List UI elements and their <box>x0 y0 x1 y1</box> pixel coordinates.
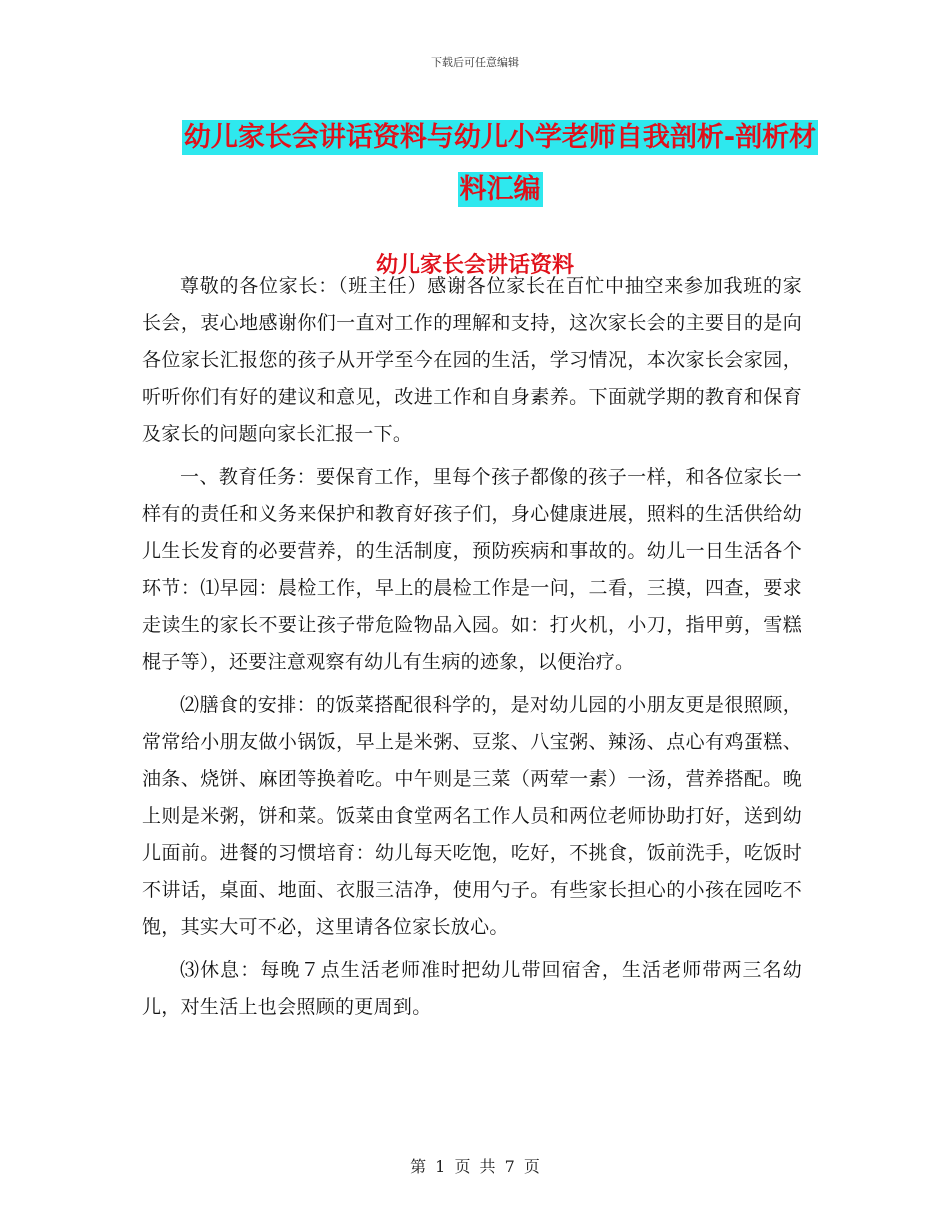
body-text <box>142 268 802 1032</box>
header-note: 下载后可任意编辑 <box>431 56 519 69</box>
section-title: 幼儿家长会讲话资料 <box>375 253 574 278</box>
document-title: 幼儿家长会讲话资料与幼儿小学老师自我剖析-剖析材料汇编 <box>183 122 817 205</box>
paragraph: ⑶休息：每晚７点生活老师准时把幼儿带回宿舍，生活老师带两三名幼儿，对生活上也会照顾的更周到。 <box>142 959 802 1018</box>
title-block <box>180 112 820 216</box>
paragraph: 一、教育任务：要保育工作，里每个孩子都像的孩子一样，和各位家长一样有的责任和义务来保护和教育好孩子们，身心健康进展，照料的生活供给幼儿生长发育的必要营养，的生活制度，预防疾病和事故的。幼儿一日生活各个环节：⑴早园：晨检工作，早上的晨检工作是一问，二看，三摸，四查，要求走读生的家长不要让孩子带危险物品入园。如：打火机，小刀，指甲剪，雪糕棍子等），还要注意观察有幼儿有生病的迹象，以便治疗。 <box>142 466 802 673</box>
paragraph: ⑵膳食的安排：的饭菜搭配很科学的，是对幼儿园的小朋友更是很照顾，常常给小朋友做小锅饭，早上是米粥、豆浆、八宝粥、辣汤、点心有鸡蛋糕、油条、烧饼、麻团等换着吃。中午则是三菜（两荤一素）一汤，营养搭配。晚上则是米粥，饼和菜。饭菜由食堂两名工作人员和两位老师协助打好，送到幼儿面前。进餐的习惯培育：幼儿每天吃饱，吃好，不挑食，饭前洗手，吃饭时不讲话，桌面、地面、衣服三洁净，使用勺子。有些家长担心的小孩在园吃不饱，其实大可不必，这里请各位家长放心。 <box>142 694 802 938</box>
page-footer: 第 1 页 共 7 页 <box>410 1157 540 1176</box>
paragraph: 尊敬的各位家长：（班主任）感谢各位家长在百忙中抽空来参加我班的家长会，衷心地感谢你们一直对工作的理解和支持，这次家长会的主要目的是向各位家长汇报您的孩子从开学至今在园的生活，学习情况，本次家长会家园，听听你们有好的建议和意见，改进工作和自身素养。下面就学期的教育和保育及家长的问题向家长汇报一下。 <box>142 275 802 445</box>
